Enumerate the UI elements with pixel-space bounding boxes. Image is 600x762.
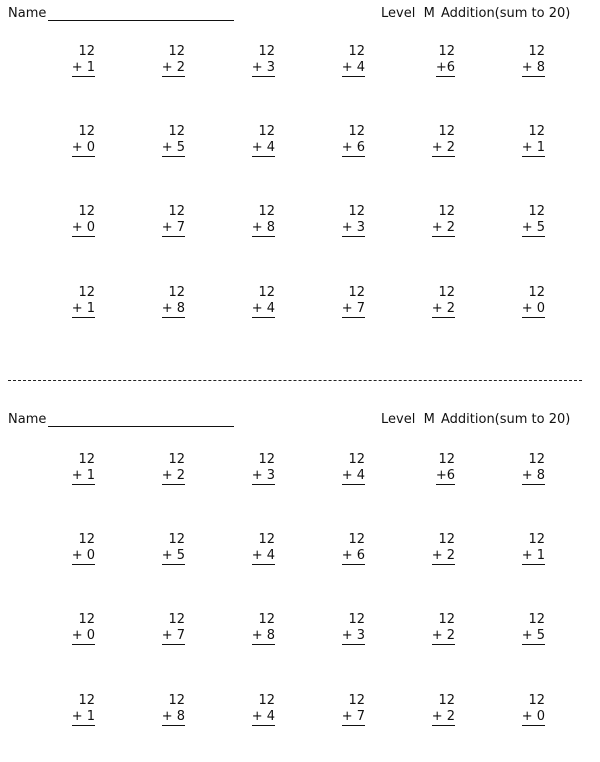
problem-addend-top: 12 (348, 532, 365, 547)
addition-problem (215, 285, 275, 321)
problem-addend-bottom: + 7 (341, 301, 365, 316)
problem-addend-top: 12 (438, 612, 455, 627)
name-line (48, 20, 234, 21)
problem-addend-bottom: + 2 (431, 628, 455, 643)
problem-addend-bottom: +6 (435, 468, 455, 483)
problem-addend-bottom: + 3 (341, 628, 365, 643)
addition-problem (305, 285, 365, 321)
addition-problem (395, 532, 455, 568)
problem-addend-bottom: + 4 (251, 301, 275, 316)
addition-problem (215, 532, 275, 568)
addition-problem (485, 124, 545, 160)
problem-addend-top: 12 (348, 612, 365, 627)
problem-addend-top: 12 (438, 532, 455, 547)
addition-problem (35, 124, 95, 160)
problem-addend-bottom: + 2 (431, 140, 455, 155)
problem-addend-bottom: + 3 (251, 468, 275, 483)
addition-problem (215, 204, 275, 240)
problem-addend-top: 12 (168, 693, 185, 708)
worksheet-title: Addition(sum to 20) (441, 412, 571, 427)
problem-addend-bottom: + 1 (71, 468, 95, 483)
problem-addend-bottom: + 0 (521, 301, 545, 316)
addition-problem (215, 612, 275, 648)
problem-addend-top: 12 (438, 452, 455, 467)
problem-addend-bottom: + 1 (521, 140, 545, 155)
problem-addend-bottom: + 7 (341, 709, 365, 724)
problem-addend-top: 12 (78, 124, 95, 139)
problem-addend-bottom: + 2 (161, 468, 185, 483)
problem-addend-bottom: + 6 (341, 548, 365, 563)
addition-problem (395, 452, 455, 488)
problem-addend-bottom: + 0 (71, 628, 95, 643)
addition-problem (395, 285, 455, 321)
problem-addend-top: 12 (348, 44, 365, 59)
problem-addend-bottom: + 0 (71, 220, 95, 235)
addition-problem (35, 532, 95, 568)
addition-problem (125, 532, 185, 568)
problem-addend-top: 12 (348, 693, 365, 708)
problem-addend-top: 12 (438, 204, 455, 219)
addition-problem (485, 44, 545, 80)
addition-problem (395, 204, 455, 240)
addition-problem (125, 693, 185, 729)
problem-addend-bottom: + 3 (341, 220, 365, 235)
problem-addend-top: 12 (528, 452, 545, 467)
problem-addend-top: 12 (258, 124, 275, 139)
worksheet-header (0, 410, 600, 430)
worksheet-title: Addition(sum to 20) (441, 6, 571, 21)
problem-addend-bottom: + 1 (71, 709, 95, 724)
addition-problem (305, 204, 365, 240)
problem-addend-bottom: + 7 (161, 628, 185, 643)
problem-addend-top: 12 (78, 452, 95, 467)
addition-problem (395, 693, 455, 729)
problem-addend-top: 12 (168, 204, 185, 219)
addition-problem (485, 285, 545, 321)
problem-addend-top: 12 (258, 204, 275, 219)
problem-addend-bottom: + 2 (431, 709, 455, 724)
addition-problem (215, 44, 275, 80)
addition-problem (485, 693, 545, 729)
level-label: Level M (381, 6, 435, 21)
name-label: Name (8, 412, 47, 427)
problem-addend-top: 12 (438, 44, 455, 59)
addition-problem (305, 44, 365, 80)
problem-addend-bottom: +6 (435, 60, 455, 75)
addition-problem (485, 532, 545, 568)
problem-addend-top: 12 (78, 693, 95, 708)
problem-addend-bottom: + 2 (431, 301, 455, 316)
problem-addend-top: 12 (528, 204, 545, 219)
problem-addend-bottom: + 1 (71, 301, 95, 316)
problem-addend-bottom: + 8 (161, 301, 185, 316)
problem-addend-bottom: + 2 (431, 220, 455, 235)
problem-addend-top: 12 (528, 285, 545, 300)
problem-addend-top: 12 (438, 285, 455, 300)
problem-addend-bottom: + 7 (161, 220, 185, 235)
problem-addend-top: 12 (258, 532, 275, 547)
addition-problem (305, 532, 365, 568)
addition-problem (125, 44, 185, 80)
problem-addend-top: 12 (258, 44, 275, 59)
problem-addend-top: 12 (168, 452, 185, 467)
addition-problem (125, 124, 185, 160)
problem-addend-top: 12 (438, 693, 455, 708)
problem-addend-bottom: + 4 (251, 140, 275, 155)
problem-addend-top: 12 (168, 612, 185, 627)
problem-addend-top: 12 (168, 44, 185, 59)
addition-problem (485, 204, 545, 240)
addition-problem (125, 285, 185, 321)
addition-problem (35, 285, 95, 321)
problem-addend-bottom: + 8 (161, 709, 185, 724)
addition-problem (35, 612, 95, 648)
problem-addend-top: 12 (258, 452, 275, 467)
problem-addend-top: 12 (258, 612, 275, 627)
problem-addend-bottom: + 5 (161, 548, 185, 563)
problem-addend-top: 12 (258, 693, 275, 708)
addition-problem (395, 612, 455, 648)
addition-problem (215, 124, 275, 160)
problem-addend-top: 12 (78, 532, 95, 547)
addition-problem (125, 452, 185, 488)
problem-addend-top: 12 (528, 124, 545, 139)
cut-line-divider (8, 380, 582, 381)
problem-addend-top: 12 (528, 44, 545, 59)
problem-addend-bottom: + 0 (71, 140, 95, 155)
problem-addend-bottom: + 2 (431, 548, 455, 563)
level-label: Level M (381, 412, 435, 427)
addition-problem (35, 693, 95, 729)
problem-addend-bottom: + 5 (161, 140, 185, 155)
problem-addend-bottom: + 4 (251, 548, 275, 563)
problem-addend-bottom: + 6 (341, 140, 365, 155)
problem-addend-top: 12 (258, 285, 275, 300)
addition-problem (215, 452, 275, 488)
problem-addend-top: 12 (528, 532, 545, 547)
problem-addend-top: 12 (168, 285, 185, 300)
addition-problem (305, 452, 365, 488)
addition-problem (395, 44, 455, 80)
problem-addend-top: 12 (78, 285, 95, 300)
addition-problem (125, 612, 185, 648)
addition-problem (485, 452, 545, 488)
problem-addend-bottom: + 3 (251, 60, 275, 75)
worksheet-header (0, 4, 600, 24)
problem-addend-bottom: + 4 (341, 60, 365, 75)
problem-addend-top: 12 (168, 124, 185, 139)
problem-addend-top: 12 (78, 204, 95, 219)
problem-addend-top: 12 (348, 124, 365, 139)
problem-addend-top: 12 (528, 693, 545, 708)
problem-addend-top: 12 (528, 612, 545, 627)
name-label: Name (8, 6, 47, 21)
problem-addend-top: 12 (78, 44, 95, 59)
problem-addend-top: 12 (348, 452, 365, 467)
addition-problem (305, 693, 365, 729)
addition-problem (215, 693, 275, 729)
problem-addend-bottom: + 8 (251, 628, 275, 643)
problem-addend-top: 12 (438, 124, 455, 139)
name-line (48, 426, 234, 427)
addition-problem (35, 452, 95, 488)
addition-problem (395, 124, 455, 160)
problem-addend-bottom: + 0 (71, 548, 95, 563)
problem-addend-top: 12 (78, 612, 95, 627)
problem-addend-bottom: + 8 (251, 220, 275, 235)
addition-problem (485, 612, 545, 648)
problem-addend-top: 12 (348, 285, 365, 300)
problem-addend-bottom: + 5 (521, 628, 545, 643)
addition-problem (125, 204, 185, 240)
problem-addend-top: 12 (348, 204, 365, 219)
addition-problem (305, 612, 365, 648)
problem-addend-bottom: + 4 (251, 709, 275, 724)
problem-addend-bottom: + 0 (521, 709, 545, 724)
addition-problem (35, 44, 95, 80)
problem-addend-bottom: + 8 (521, 60, 545, 75)
problem-addend-bottom: + 8 (521, 468, 545, 483)
problem-addend-bottom: + 2 (161, 60, 185, 75)
addition-problem (35, 204, 95, 240)
addition-problem (305, 124, 365, 160)
problem-addend-bottom: + 4 (341, 468, 365, 483)
problem-addend-bottom: + 1 (71, 60, 95, 75)
problem-addend-bottom: + 5 (521, 220, 545, 235)
problem-addend-top: 12 (168, 532, 185, 547)
problem-addend-bottom: + 1 (521, 548, 545, 563)
